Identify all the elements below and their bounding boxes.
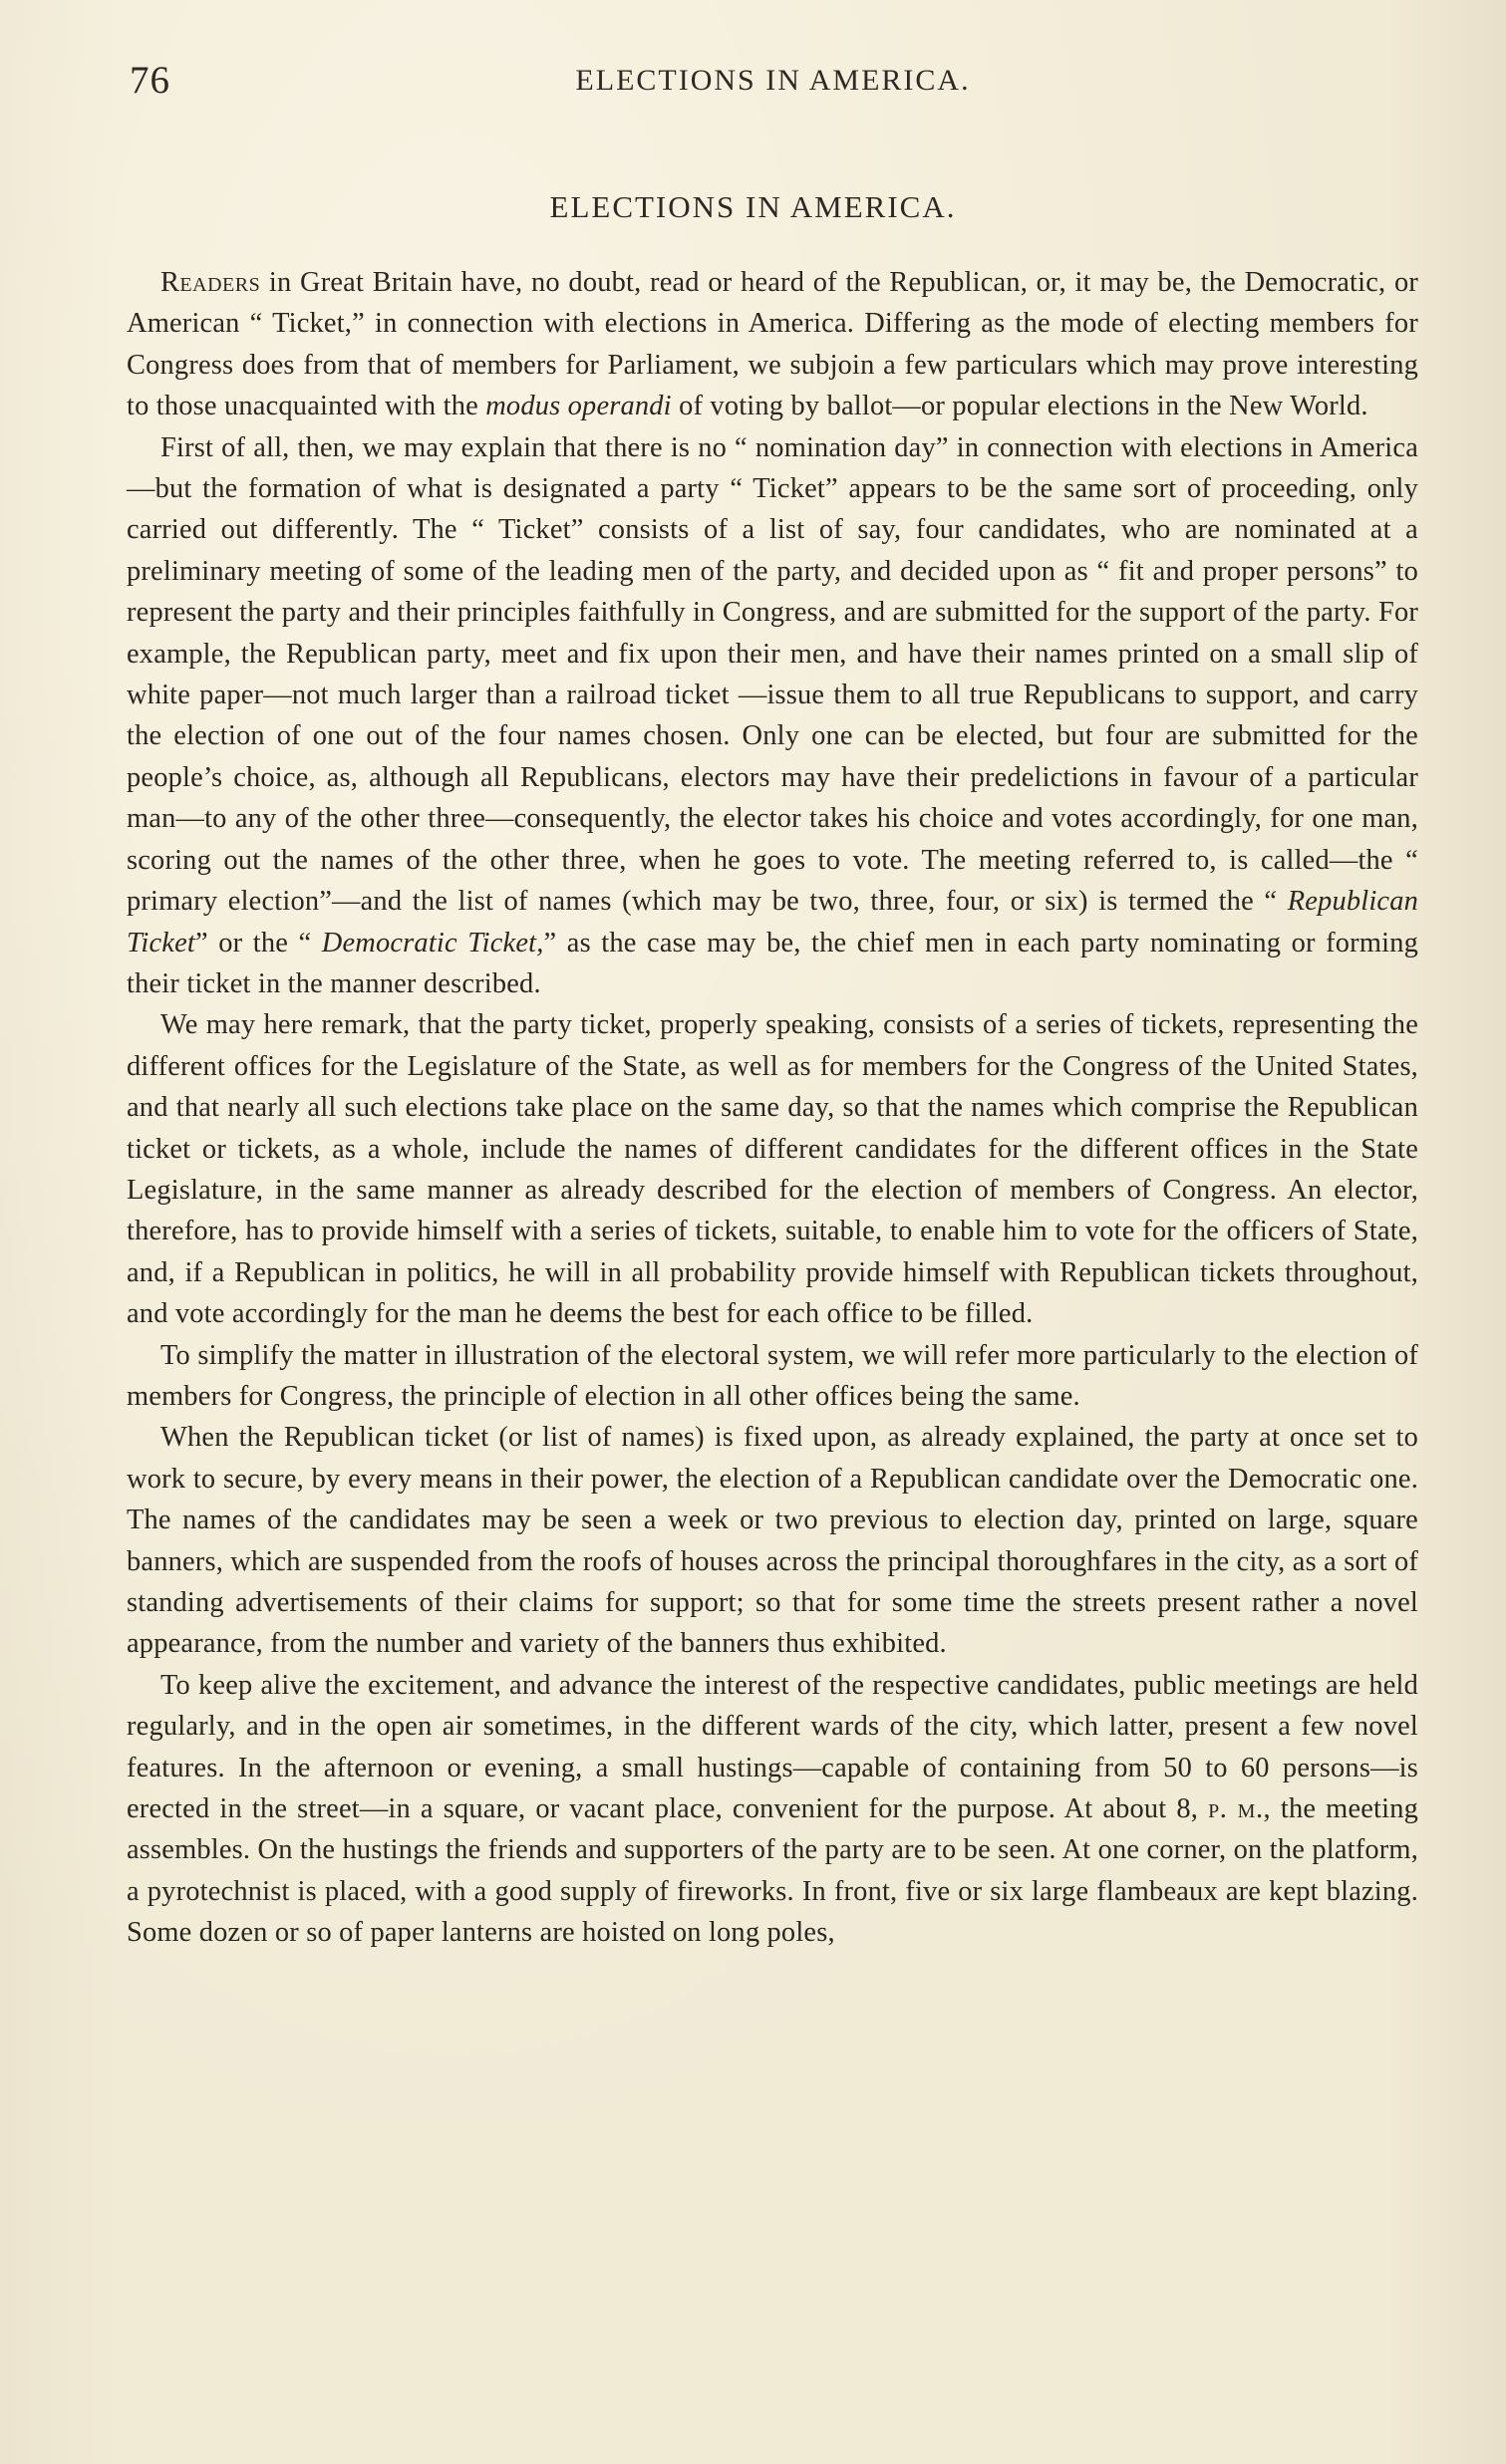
running-head [130,58,1416,108]
article-title: ELECTIONS IN AMERICA. [549,189,957,224]
paragraph-1 [127,262,1418,427]
time-abbreviation: p. m. [1208,1793,1264,1825]
paragraph-6 [127,1665,1418,1954]
paragraph-text: in Great Britain have, no doubt, read or heard of the Republican, or, it may be, the Democratic, or American “ Ticket,” in connection with elections in America. Differing as the mode of electing members for Congress does from that of members for Parliament, we subjoin a few particulars which may prove interesting to those unacquainted with the [127,267,1418,422]
paragraph-5: When the Republican ticket (or list of names) is fixed upon, as already explained, the party at once set to work to secure, by every means in their power, the election of a Republican candidate over the Democratic one. The names of the candidates may be seen a week or two previous to election day, printed on large, square banners, which are suspended from the roofs of houses across the principal thoroughfares in the city, as a sort of standing advertisements of their claims for support; so that for some time the streets present rather a novel appearance, from the number and variety of the banners thus exhibited. [127,1422,1418,1660]
paragraph-text: of voting by ballot—or popular elections in the New World. [671,391,1368,422]
paragraph-text: ” as the case may be, the chief men in each party nominating or forming their ticket in the manner described. [127,927,1418,999]
running-title: ELECTIONS IN AMERICA. [575,64,971,97]
page-number: 76 [130,59,170,102]
paragraph-text: , the meeting assembles. On the hustings the friends and supporters of the party are to be seen. At one corner, on the platform, a pyrotechnist is placed, with a good supply of fireworks. In front, five or six large flambeaux are kept blazing. Some dozen or so of paper lanterns are hoisted on long poles, [127,1793,1419,1949]
paragraph-3: We may here remark, that the party ticket, properly speaking, consists of a series of tickets, representing the different offices for the Legislature of the State, as well as for members for the Congress of the United States, and that nearly all such elections take place on the same day, so that the names which comprise the Republican ticket or tickets, as a whole, include the names of different candidates for the different offices in the State Legislature, in the same manner as already described for the election of members of Congress. An elector, therefore, has to provide himself with a series of tickets, suitable, to enable him to vote for the officers of State, and, if a Republican in politics, he will in all probability provide himself with Republican tickets throughout, and vote accordingly for the man he deems the best for each office to be filled. [127,1009,1418,1330]
italic-phrase: modus operandi [485,391,672,422]
italic-phrase: Republican Ticket [127,886,1418,958]
article-body [127,262,1418,1954]
paragraph-4: To simplify the matter in illustration of the electoral system, we will refer more particularly to the election of members for Congress, the principle of election in all other offices being the same. [127,1339,1418,1412]
paragraph-text: To keep alive the excitement, and advance the interest of the respective candidates, public meetings are held regularly, and in the open air sometimes, in the different wards of the city, which latter, present a few novel features. In the afternoon or evening, a small hustings—capable of containing from 50 to 60 persons—is erected in the street—in a square, or vacant place, convenient for the purpose. At about 8, [127,1669,1418,1825]
paragraph-text: ” or the “ [195,927,322,958]
italic-phrase: Democratic Ticket, [321,927,544,958]
paragraph-text: First of all, then, we may explain that there is no “ nomination day” in connection with elections in America—but the formation of what is designated a party “ Ticket” appears to be the same sort of proceeding, only carried out differently. The “ Ticket” consists of a list of say, four candidates, who are nominated at a preliminary meeting of some of the leading men of the party, and decided upon as “ fit and proper persons” to represent the party and their principles faithfully in Congress, and are submitted for the support of the party. For example, the Republican party, meet and fix upon their men, and have their names printed on a small slip of white paper—not much larger than a railroad ticket —issue them to all true Republicans to support, and carry the election of one out of the four names chosen. Only one can be elected, but four are submitted for the people’s choice, as, although all Republicans, electors may have their predelictions in favour of a particular man—to any of the other three—consequently, the elector takes his choice and votes accordingly, for one man, scoring out the names of the other three, when he goes to vote. The meeting referred to, is called—the “ primary election”—and the list of names (which may be two, three, four, or six) is termed the “ [127,431,1418,918]
paragraph-2 [127,427,1418,1005]
lead-word: Readers [160,267,261,298]
